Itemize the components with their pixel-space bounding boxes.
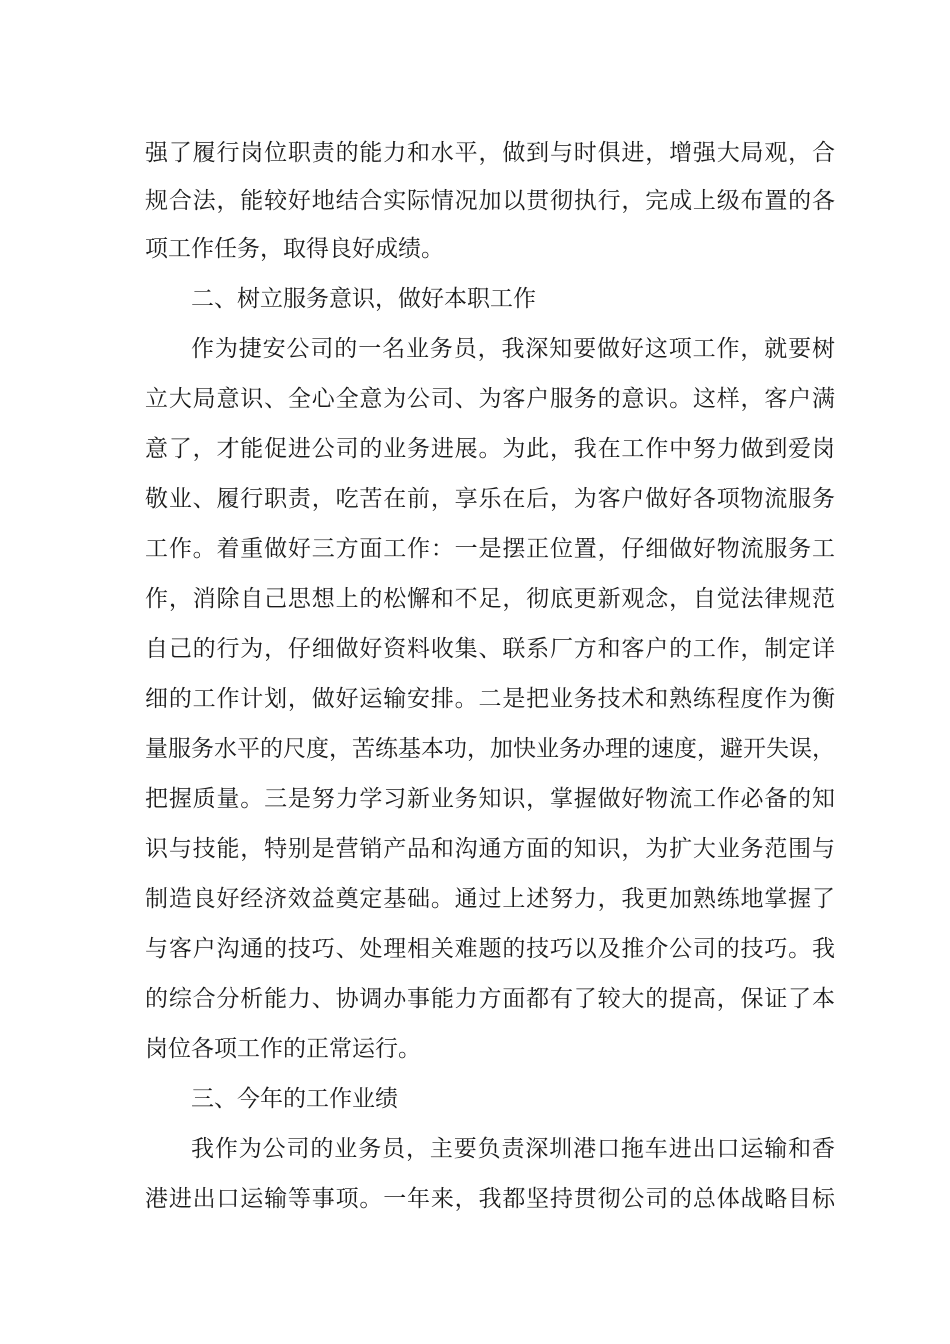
body-text-line: 立大局意识、全心全意为公司、为客户服务的意识。这样，客户满 [145, 386, 835, 412]
body-text-line: 制造良好经济效益奠定基础。通过上述努力，我更加熟练地掌握了 [145, 886, 835, 912]
body-text-line: 我作为公司的业务员，主要负责深圳港口拖车进出口运输和香 [191, 1136, 835, 1162]
section-heading: 二、树立服务意识，做好本职工作 [191, 286, 536, 312]
body-text-line: 量服务水平的尺度，苦练基本功，加快业务办理的速度，避开失误， [145, 736, 835, 762]
body-text-line: 规合法，能较好地结合实际情况加以贯彻执行，完成上级布置的各 [145, 188, 835, 214]
body-text-line: 把握质量。三是努力学习新业务知识，掌握做好物流工作必备的知 [145, 786, 835, 812]
body-text-line: 项工作任务，取得良好成绩。 [145, 236, 444, 262]
body-text-line: 作为捷安公司的一名业务员，我深知要做好这项工作，就要树 [191, 336, 835, 362]
body-text-line: 岗位各项工作的正常运行。 [145, 1036, 421, 1062]
body-text-line: 意了，才能促进公司的业务进展。为此，我在工作中努力做到爱岗 [145, 436, 835, 462]
body-text-line: 自己的行为，仔细做好资料收集、联系厂方和客户的工作，制定详 [145, 636, 835, 662]
body-text-line: 敬业、履行职责，吃苦在前，享乐在后，为客户做好各项物流服务 [145, 486, 835, 512]
body-text-line: 的综合分析能力、协调办事能力方面都有了较大的提高，保证了本 [145, 986, 835, 1012]
body-text-line: 强了履行岗位职责的能力和水平，做到与时俱进，增强大局观，合 [145, 140, 835, 166]
section-heading: 三、今年的工作业绩 [191, 1086, 398, 1112]
body-text-line: 工作。着重做好三方面工作：一是摆正位置，仔细做好物流服务工 [145, 536, 835, 562]
body-text-line: 识与技能，特别是营销产品和沟通方面的知识，为扩大业务范围与 [145, 836, 835, 862]
body-text-line: 与客户沟通的技巧、处理相关难题的技巧以及推介公司的技巧。我 [145, 936, 835, 962]
body-text-line: 港进出口运输等事项。一年来，我都坚持贯彻公司的总体战略目标 [145, 1186, 835, 1212]
body-text-line: 作，消除自己思想上的松懈和不足，彻底更新观念，自觉法律规范 [145, 586, 835, 612]
body-text-line: 细的工作计划，做好运输安排。二是把业务技术和熟练程度作为衡 [145, 686, 835, 712]
